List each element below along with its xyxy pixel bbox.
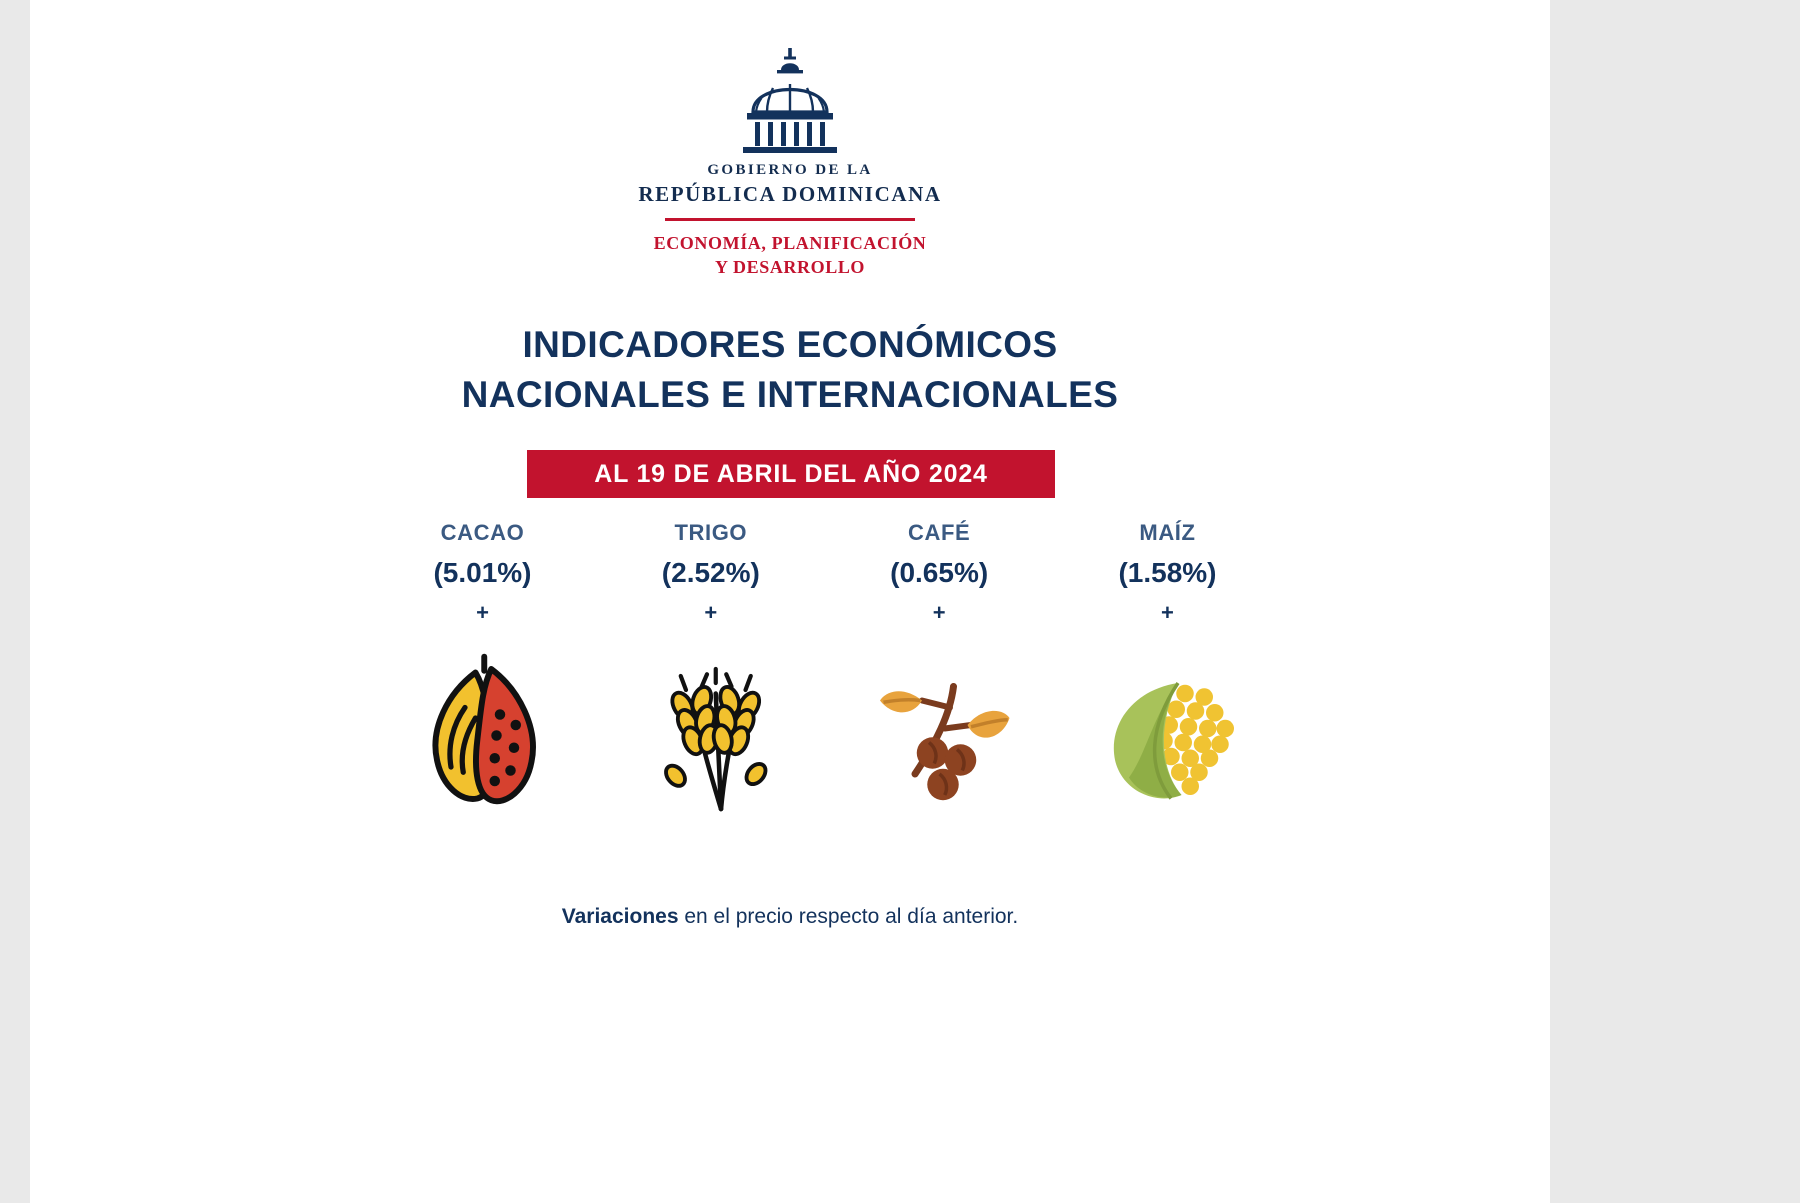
commodity-icon-wrapper [375,648,590,823]
government-label-line-2: REPÚBLICA DOMINICANA [638,182,942,206]
commodity-icon-wrapper [603,648,818,823]
page-title-line-1: INDICADORES ECONÓMICOS [522,324,1058,365]
date-banner-label: AL 19 DE ABRIL DEL AÑO 2024 [594,459,988,488]
commodity-variation-sign: + [932,600,946,625]
commodity-variation-sign: + [1161,600,1174,625]
commodity-variation-value: (5.01%) [433,557,532,588]
cacao-pods-icon [395,648,570,823]
wheat-stalks-icon [623,648,798,823]
government-label-line-1: GOBIERNO DE LA [707,162,873,178]
commodity-variation-sign: + [704,600,718,625]
date-banner [527,450,1055,498]
commodity-card-trigo [603,520,818,823]
commodity-variation-value: (1.58%) [1118,557,1217,588]
commodity-variation-value: (0.65%) [890,557,989,588]
commodity-card-cafe [832,520,1047,823]
commodity-card-cacao [375,520,590,823]
page-margin-right [1550,0,1800,1203]
dominican-republic-coat-of-arms-dome-icon [725,46,855,156]
commodity-card-maiz [1060,520,1275,823]
page-margin-left [0,0,30,1203]
page-title [30,320,1550,420]
commodity-icon-wrapper [832,648,1047,823]
department-label-line-2: Y DESARROLLO [714,257,866,278]
infographic-page [30,0,1550,1203]
commodity-name: MAÍZ [1139,520,1196,545]
commodity-icon-wrapper [1060,648,1275,823]
brand-divider [665,218,915,221]
commodity-name: CAFÉ [908,520,971,545]
commodity-name: CACAO [440,520,525,545]
commodity-row [375,520,1275,823]
footnote-strong: Variaciones [561,905,679,928]
footnote [30,905,1550,929]
commodity-variation-sign: + [476,600,489,625]
commodity-name: TRIGO [674,520,748,545]
commodity-variation-value: (2.52%) [661,557,760,588]
coffee-cherries-branch-icon [852,648,1027,823]
footnote-rest: en el precio respecto al día anterior. [678,905,1019,928]
government-brand-block [30,46,1550,280]
corn-cob-icon [1080,648,1255,823]
department-label-line-1: ECONOMÍA, PLANIFICACIÓN [653,233,927,253]
page-title-line-2: NACIONALES E INTERNACIONALES [461,373,1119,415]
